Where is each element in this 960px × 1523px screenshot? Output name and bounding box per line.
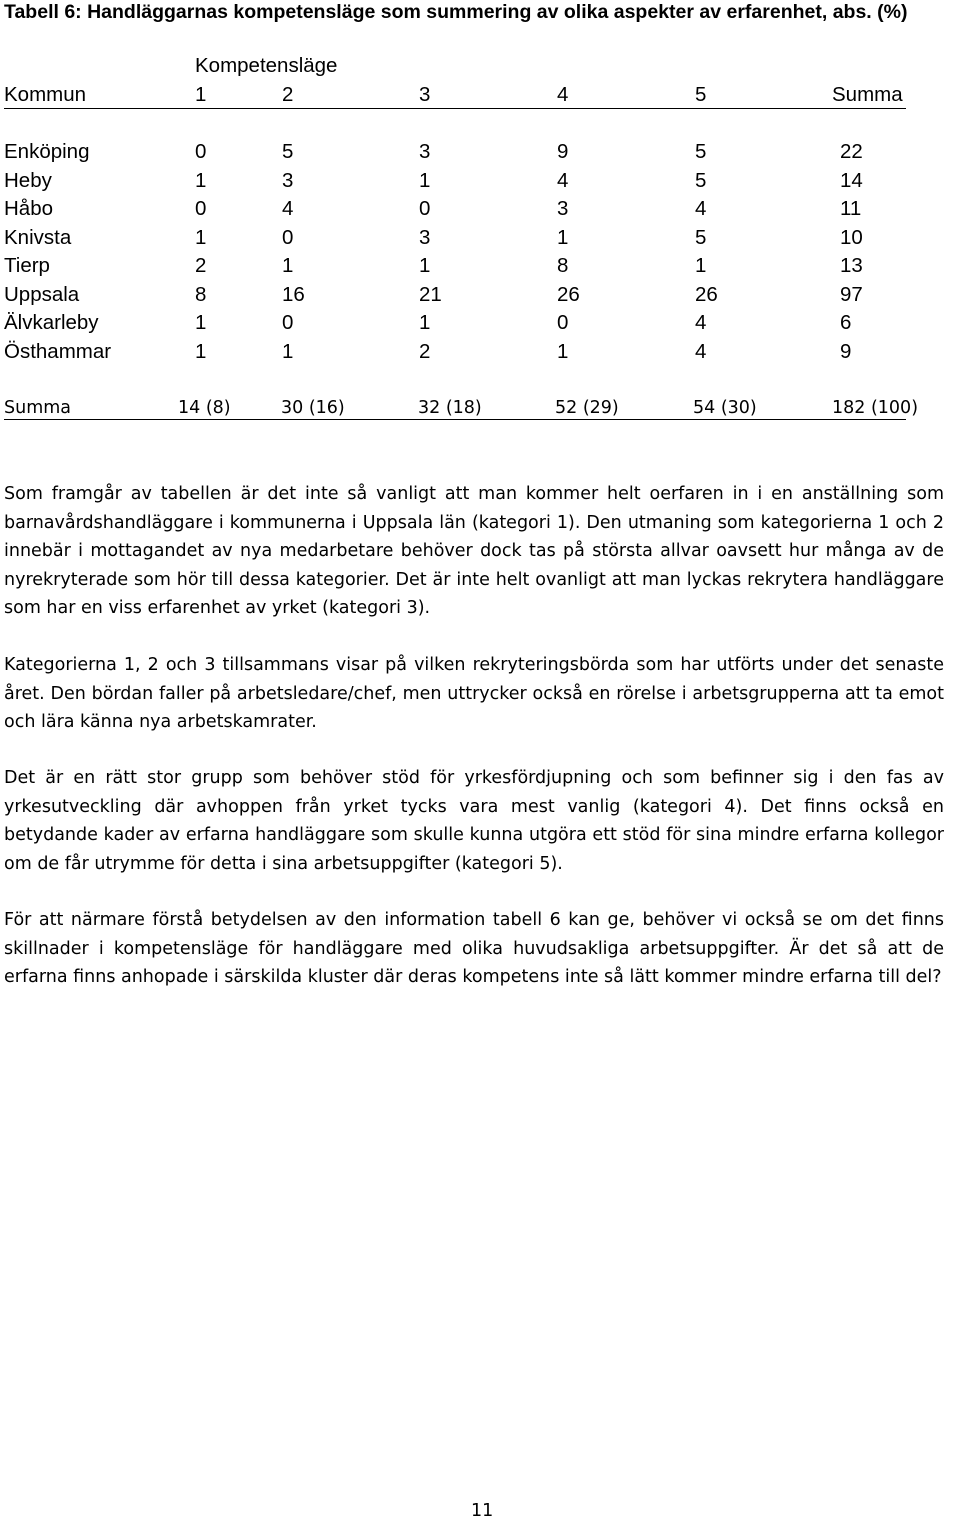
column-header: 2 <box>282 83 294 106</box>
table-cell: 13 <box>840 254 863 277</box>
table-cell: 14 <box>840 168 863 192</box>
table-cell: 5 <box>695 140 707 163</box>
table-cell: 6 <box>840 311 852 334</box>
summary-label: Summa <box>4 398 72 418</box>
summary-cell: 14 (8) <box>178 398 231 418</box>
column-header: 4 <box>557 83 569 106</box>
table-cell: 11 <box>840 197 862 220</box>
table-cell: 22 <box>840 140 863 163</box>
table-cell: 3 <box>419 225 431 249</box>
table-cell: 1 <box>419 168 431 192</box>
table-cell: 1 <box>557 225 569 249</box>
column-header: 3 <box>419 83 431 106</box>
table-cell: 0 <box>195 197 207 220</box>
municipality-cell: Östhammar <box>4 339 112 363</box>
table-cell: 1 <box>695 254 707 277</box>
municipality-cell: Älvkarleby <box>4 311 99 334</box>
table-cell: 26 <box>695 282 718 306</box>
table-cell: 1 <box>419 311 431 334</box>
table-cell: 1 <box>282 254 294 277</box>
table-cell: 1 <box>195 311 207 334</box>
table-cell: 2 <box>419 339 431 363</box>
table-cell: 8 <box>557 254 569 277</box>
table-cell: 1 <box>195 225 207 249</box>
table-cell: 1 <box>195 168 207 192</box>
table-cell: 97 <box>840 282 863 306</box>
municipality-cell: Tierp <box>4 254 50 277</box>
table-cell: 0 <box>282 311 294 334</box>
column-header: 5 <box>695 83 707 106</box>
municipality-cell: Enköping <box>4 140 90 163</box>
table-cell: 0 <box>557 311 569 334</box>
table-cell: 8 <box>195 282 207 306</box>
table-cell: 5 <box>695 225 707 249</box>
table-cell: 4 <box>695 197 707 220</box>
table-cell: 0 <box>419 197 431 220</box>
group-header: Kompetensläge <box>195 54 338 77</box>
table-cell: 1 <box>557 339 569 363</box>
table-cell: 1 <box>282 339 294 363</box>
table-cell: 4 <box>282 197 294 220</box>
table-cell: 4 <box>695 339 707 363</box>
table-cell: 1 <box>195 339 207 363</box>
table-cell: 9 <box>557 140 569 163</box>
summary-cell: 52 (29) <box>555 398 619 418</box>
table-cell: 4 <box>695 311 707 334</box>
table-caption: Tabell 6: Handläggarnas kompetensläge som summering av olika aspekter av erfarenhet, abs. (%) <box>4 1 908 23</box>
table-cell: 2 <box>195 254 207 277</box>
table-cell: 0 <box>195 140 207 163</box>
column-header: 1 <box>195 83 207 106</box>
paragraph: Som framgår av tabellen är det inte så vanligt att man kommer helt oerfaren in i en anställning som barnavårdshandläggare i kommunerna i Uppsala län (kategori 1). Den utmaning som kategorierna 1 och 2 innebär i mottagandet av nya medarbetare behöver dock tas på största allvar oavsett hur många av de nyrekryterade som hör till dessa kategorier. Det är inte helt ovanligt att man lyckas rekrytera handläggare som har en viss erfarenhet av yrket (kategori 3). <box>4 484 944 618</box>
table-cell: 9 <box>840 339 852 363</box>
page-number: 11 <box>471 1501 494 1521</box>
table-cell: 5 <box>695 168 707 192</box>
header-rule <box>4 108 906 109</box>
summary-cell: 32 (18) <box>418 398 482 418</box>
paragraph: Kategorierna 1, 2 och 3 tillsammans visar på vilken rekryteringsbörda som har utförts under det senaste året. Den bördan faller på arbetsledare/chef, men uttrycker också en rörelse i arbetsgrupperna att ta emot och lära känna nya arbetskamrater. <box>4 655 944 732</box>
table-cell: 3 <box>282 168 294 192</box>
table-cell: 5 <box>282 140 294 163</box>
summary-cell: 54 (30) <box>693 398 757 418</box>
paragraph: Det är en rätt stor grupp som behöver stöd för yrkesfördjupning och som befinner sig i den fas av yrkesutveckling där avhoppen från yrket tycks vara mest vanlig (kategori 4). Det finns också en betydande kader av erfarna handläggare som skulle kunna utgöra ett stöd för sina mindre erfarna kollegor om de får utrymme för detta i sina arbetsuppgifter (kategori 5). <box>4 768 944 874</box>
table-cell: 0 <box>282 225 294 249</box>
paragraph: För att närmare förstå betydelsen av den information tabell 6 kan ge, behöver vi också se om det finns skillnader i kompetensläge för handläggare med olika huvudsakliga arbetsuppgifter. Är det så att de erfarna finns anhopade i särskilda kluster där deras kompetens inte så lätt kommer mindre erfarna till del? <box>4 910 944 987</box>
table-cell: 10 <box>840 225 863 249</box>
column-header-kommun: Kommun <box>4 83 87 106</box>
summary-cell: 30 (16) <box>281 398 345 418</box>
table-cell: 3 <box>419 140 431 163</box>
municipality-cell: Heby <box>4 168 52 192</box>
table-cell: 3 <box>557 197 569 220</box>
column-header-summa: Summa <box>832 83 903 106</box>
municipality-cell: Knivsta <box>4 225 72 249</box>
summary-cell: 182 (100) <box>832 398 919 418</box>
municipality-cell: Uppsala <box>4 282 80 306</box>
municipality-cell: Håbo <box>4 197 54 220</box>
table-cell: 21 <box>419 282 442 306</box>
table-cell: 16 <box>282 282 305 306</box>
table-cell: 4 <box>557 168 569 192</box>
table-cell: 1 <box>419 254 431 277</box>
table-cell: 26 <box>557 282 580 306</box>
